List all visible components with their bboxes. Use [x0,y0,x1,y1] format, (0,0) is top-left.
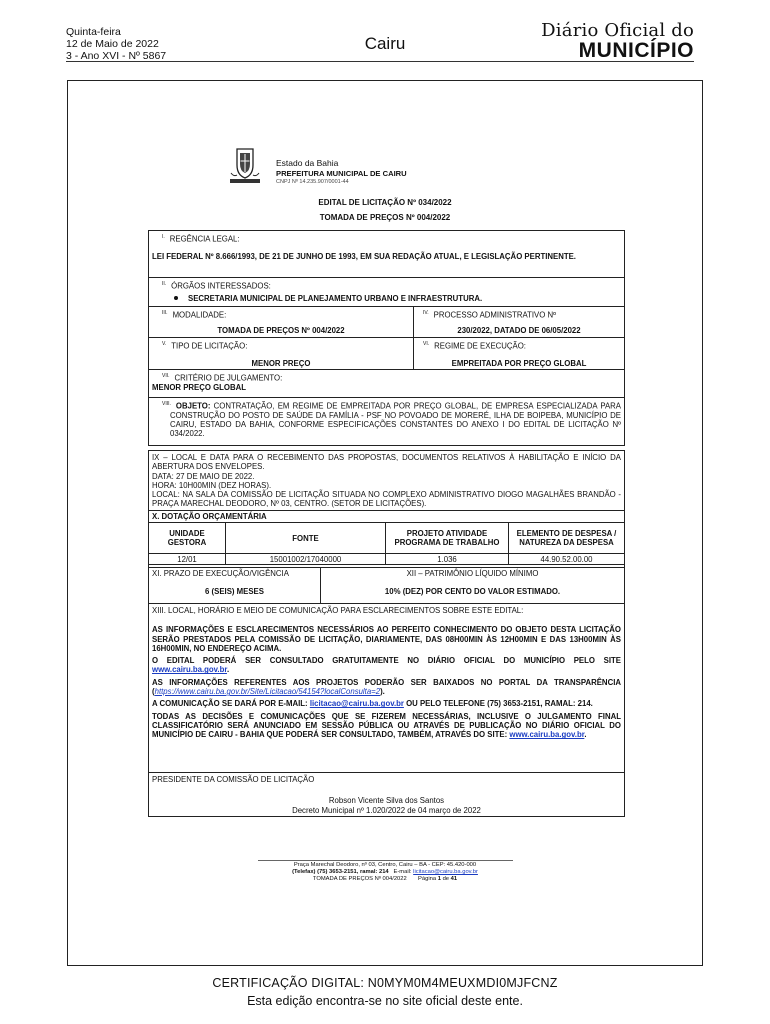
section-prazo-patrimonio [148,568,625,604]
header-fonte: FONTE [226,523,386,554]
footer-email-link[interactable]: licitacao@cairu.ba.gov.br [413,869,478,876]
data-line: DATA: 27 DE MAIO DE 2022. [152,471,255,481]
digital-certification: CERTIFICAÇÃO DIGITAL: N0MYM0M4MEUXMDI0MJFCNZ [212,976,558,990]
prazo-value: 6 (SEIS) MESES [205,587,264,597]
email-paragraph [152,699,621,708]
decisoes-text: TODAS AS DECISÕES E COMUNICAÇÕES QUE SE FIZEREM NECESSÁRIAS, INCLUSIVE O JULGAMENTO FINAL CLASSIFICATÓRIO SERÁ ANUNCIADO EM SESSÃO PÚBLICA OU ATRAVÉS DE PUBLICAÇÃO NO DIÁRIO OFICIAL DO MUNICÍPIO DE CAIRU - BAHIA QUE PODERÁ SER CONSULTADO, TAMBÉM, ATRAVÉS DO SITE: [152,711,621,740]
section-label: REGÊNCIA LEGAL: [169,234,240,244]
dotacao-table [148,522,625,565]
cnpj: CNPJ Nº 14.235.907/0001-44 [276,179,349,185]
section-number: I. [162,234,165,240]
section-local-data [148,450,625,511]
section-number: II. [162,281,167,287]
city-name: Cairu [364,34,406,53]
site-link[interactable]: www.cairu.ba.gov.br [152,665,227,675]
publication-date: 12 de Maio de 2022 [66,38,159,50]
organization-block [276,159,407,188]
header-projeto: PROJETO ATIVIDADE PROGRAMA DE TRABALHO [386,523,509,554]
municipal-crest-icon [228,147,262,185]
site-link-2[interactable]: www.cairu.ba.gov.br [509,730,585,740]
patrimonio-label: XII – PATRIMÔNIO LÍQUIDO MÍNIMO [406,569,539,578]
footer-email-label: E-mail: [393,869,412,876]
decree-text: Decreto Municipal nº 1.020/2022 de 04 março de 2022 [292,805,481,815]
diario-oficial-logo [541,22,694,62]
section-label: REGIME DE EXECUÇÃO: [434,341,526,351]
objeto-text: CONTRATAÇÃO, EM REGIME DE EMPREITADA POR PREÇO GLOBAL, DE EMPRESA ESPECIALIZADA PARA CONSTRUÇÃO DO POSTO DE SAÚDE DA FAMÍLIA - PSF NO POVOADO DE MORERÉ, ILHA DE BOIPEBA, MUNICÍPIO DE CAIRU, ESTADO DA BAHIA, CONFORME ESPECIFICAÇÕES CONSTANTES DO ANEXO I DO EDITAL DE LICITAÇÃO Nº 034/2022. [170,401,621,439]
section-label: CRITÉRIO DE JULGAMENTO: [174,373,283,383]
footer-phone: (Telefax) (75) 3653-2151, ramal: 214 [292,869,389,876]
local-line: LOCAL: NA SALA DA COMISSÃO DE LICITAÇÃO SITUADA NO COMPLEXO ADMINISTRATIVO DIOGO MAGALHÃES BRANDÃO - PRAÇA MARECHAL DEODORO, Nº 03, CENTRO. (SETOR DE LICITAÇÕES). [152,490,621,509]
tipo-value: MENOR PREÇO [251,358,311,368]
footer-divider [258,860,513,861]
section-objeto [148,398,625,446]
orgao-item: SECRETARIA MUNICIPAL DE PLANEJAMENTO URBANO E INFRAESTRUTURA. [188,293,483,303]
state-name: Estado da Bahia [276,158,339,168]
header-divider [66,61,694,62]
section-criterio [148,370,625,398]
section-regencia [148,230,625,278]
local-data-heading: IX – LOCAL E DATA PARA O RECEBIMENTO DAS PROPOSTAS, DOCUMENTOS RELATIVOS À HABILITAÇÃO E INÍCIO DA ABERTURA DOS ENVELOPES. [152,453,621,472]
section-number: V. [162,341,167,347]
regencia-text: LEI FEDERAL Nº 8.666/1993, DE 21 DE JUNHO DE 1993, EM SUA REDAÇÃO ATUAL, E LEGISLAÇÃO PERTINENTE. [152,251,576,261]
official-site-note: Esta edição encontra-se no site oficial deste ente. [247,994,523,1008]
decisoes-paragraph: TODAS AS DECISÕES E COMUNICAÇÕES QUE SE FIZEREM NECESSÁRIAS, INCLUSIVE O JULGAMENTO FINAL CLASSIFICATÓRIO SERÁ ANUNCIADO EM SESSÃO PÚBLICA OU ATRAVÉS DE PUBLICAÇÃO NO DIÁRIO OFICIAL DO MUNICÍPIO DE CAIRU - BAHIA QUE PODERÁ SER CONSULTADO, TAMBÉM, ATRAVÉS DO SITE: www.cairu.ba.gov.br. [152,711,621,740]
section-number: IV. [423,310,429,316]
consulta-paragraph: O EDITAL PODERÁ SER CONSULTADO GRATUITAMENTE NO DIÁRIO OFICIAL DO MUNICÍPIO PELO SITE www.cairu.ba.gov.br. [152,656,621,675]
section-assinatura [148,773,625,817]
modalidade-value: TOMADA DE PREÇOS Nº 004/2022 [217,325,345,335]
section-number: VI. [423,341,430,347]
section-dotacao [148,511,625,568]
tomada-title: TOMADA DE PREÇOS Nº 004/2022 [319,213,451,222]
header-elemento: ELEMENTO DE DESPESA / NATUREZA DA DESPESA [509,523,625,554]
page-of: de [442,876,450,883]
footer-address: Praça Marechal Deodoro, nº 03, Centro, Cairu – BA - CEP: 45.420-000 [293,862,477,868]
section-orgaos [148,278,625,307]
criterio-value: MENOR PREÇO GLOBAL [152,382,246,392]
section-label: ÓRGÃOS INTERESSADOS: [171,281,271,291]
cell-fonte: 15001002/17040000 [226,554,386,565]
esclarecimentos-paragraph: AS INFORMAÇÕES E ESCLARECIMENTOS NECESSÁRIOS AO PERFEITO CONHECIMENTO DO OBJETO DESTA LICITAÇÃO SERÃO PRESTADOS PELA COMISSÃO DE LICITAÇÃO, DIARIAMENTE, DAS 08H00MIN ÀS 12H00MIN E DAS 13H00MIN ÀS 16H00MIN, NO ENDEREÇO ACIMA. [152,625,621,653]
section-tipo-regime [148,338,625,370]
cell-unidade: 12/01 [149,554,226,565]
page-number: 1 [437,876,441,883]
projetos-text: AS INFORMAÇÕES REFERENTES AOS PROJETOS PODERÃO SER BAIXADOS NO PORTAL DA TRANSPARÊNCIA ( [152,677,621,697]
prefeitura-name: PREFEITURA MUNICIPAL DE CAIRU [276,168,407,178]
transparencia-link[interactable]: https://www.cairu.ba.gov.br/Site/Licitacao/54154?localConsulta=2 [154,687,381,697]
section-label: TIPO DE LICITAÇÃO: [171,341,248,351]
section-label: MODALIDADE: [172,310,227,320]
projetos-paragraph [152,678,621,697]
section-number: VII. [162,373,170,379]
processo-value: 230/2022, DATADO DE 06/05/2022 [457,325,581,335]
section-label: PROCESSO ADMINISTRATIVO Nº [433,310,556,320]
weekday: Quinta-feira [66,26,121,38]
section-comunicacao [148,604,625,773]
signer-name: Robson Vicente Silva dos Santos [328,796,445,806]
dotacao-label: X. DOTAÇÃO ORÇAMENTÁRIA [152,512,267,521]
consulta-text: O EDITAL PODERÁ SER CONSULTADO GRATUITAMENTE NO DIÁRIO OFICIAL DO MUNICÍPIO PELO SITE [152,656,621,666]
document-footer [0,862,770,884]
email-text: A COMUNICAÇÃO SE DARÁ POR E-MAIL: [152,699,310,709]
table-header-row [149,523,625,554]
edital-title: EDITAL DE LICITAÇÃO Nº 034/2022 [318,198,452,207]
projetos-end: ). [380,687,385,697]
page-label: Página [418,876,437,883]
email-link[interactable]: licitacao@cairu.ba.gov.br [309,699,404,709]
telefone-text: OU PELO TELEFONE (75) 3653-2151, RAMAL: 214. [403,699,593,709]
regime-value: EMPREITADA POR PREÇO GLOBAL [451,358,587,368]
table-row [149,554,625,565]
footer-ref: TOMADA DE PREÇOS Nº 004/2022 [312,876,407,883]
section-modalidade-processo [148,307,625,338]
logo-top-text: Diário Oficial do [541,20,694,41]
hora-line: HORA: 10H00MIN (DEZ HORAS). [152,480,272,490]
page-total: 41 [450,876,458,883]
patrimonio-value: 10% (DEZ) POR CENTO DO VALOR ESTIMADO. [384,587,561,597]
bullet-icon [174,296,178,300]
header-unidade: UNIDADE GESTORA [149,523,226,554]
section-label: OBJETO: [175,401,211,411]
prazo-label: XI. PRAZO DE EXECUÇÃO/VIGÊNCIA [152,569,289,578]
section-number: VIII. [162,401,171,407]
president-label: PRESIDENTE DA COMISSÃO DE LICITAÇÃO [152,775,315,784]
cell-projeto: 1.036 [386,554,509,565]
logo-bottom-text: MUNICÍPIO [578,39,694,62]
comunicacao-label: XIII. LOCAL, HORÁRIO E MEIO DE COMUNICAÇÃO PARA ESCLARECIMENTOS SOBRE ESTE EDITAL: [152,606,524,615]
cell-elemento: 44.90.52.00.00 [509,554,625,565]
section-number: III. [162,310,168,316]
edition-number: 3 - Ano XVI - Nº 5867 [66,50,167,62]
